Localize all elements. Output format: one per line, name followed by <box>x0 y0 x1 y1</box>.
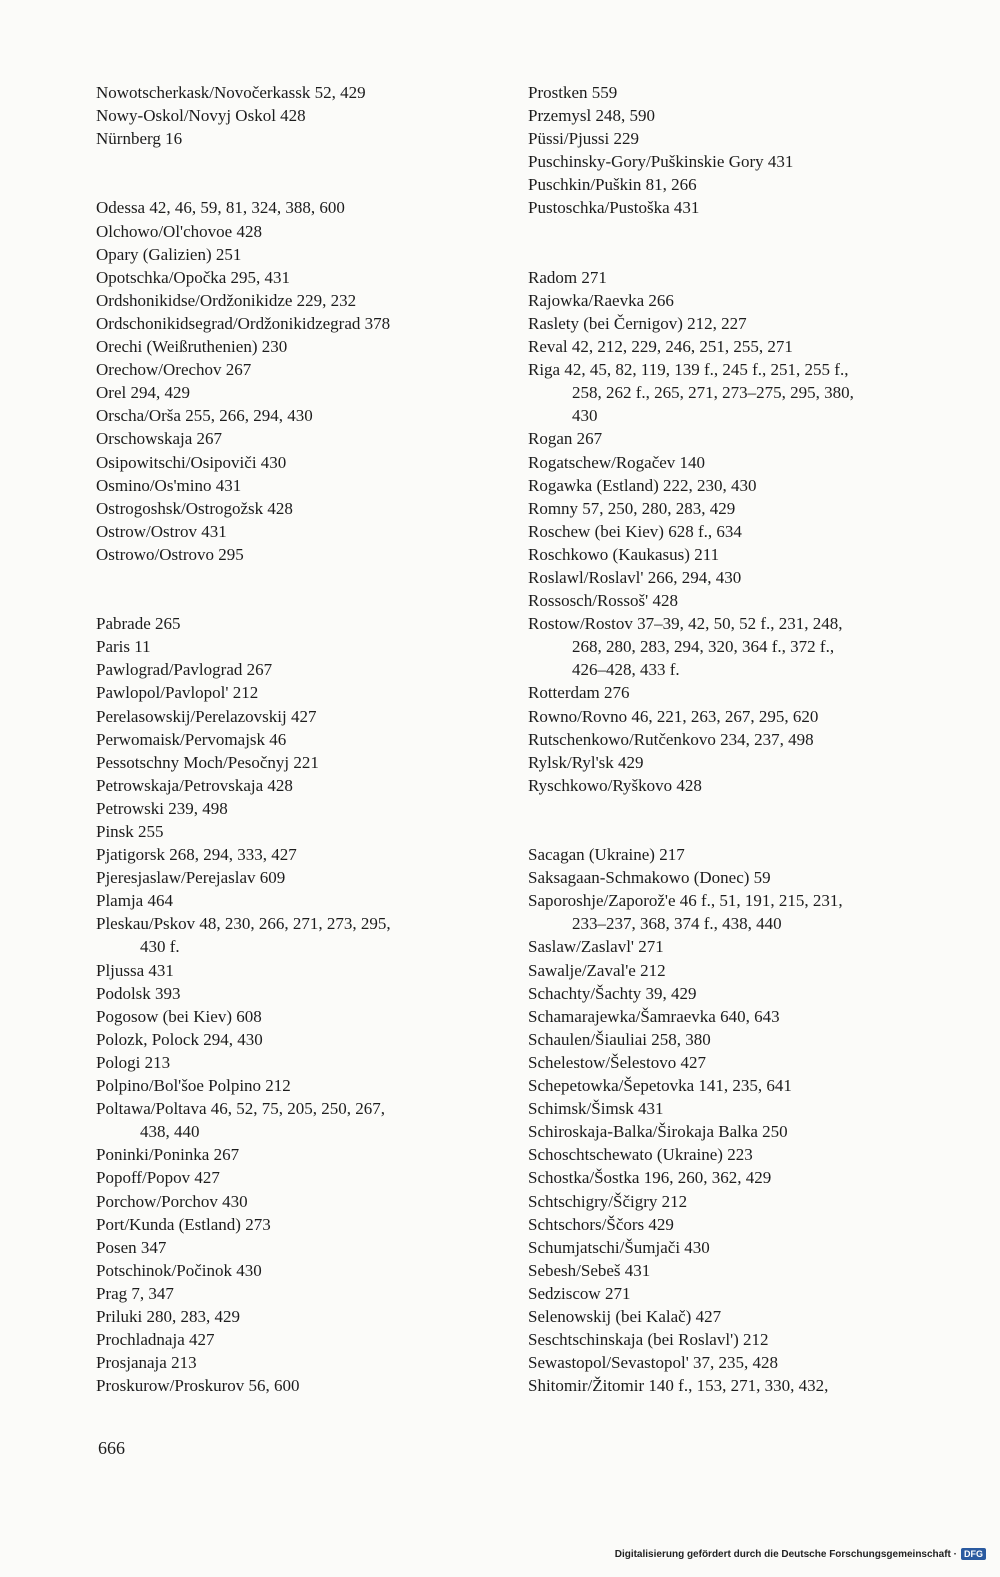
index-entry: Priluki 280, 283, 429 <box>96 1306 241 1326</box>
index-entry: Poltawa/Poltava 46, 52, 75, 205, 250, 267, <box>96 1099 385 1119</box>
index-entry: Nowy-Oskol/Novyj Oskol 428 <box>96 106 306 126</box>
index-entry: Ostrowo/Ostrovo 295 <box>96 544 244 564</box>
index-entry: Sewastopol/Sevastopol' 37, 235, 428 <box>528 1353 779 1373</box>
index-entry-continuation: 233–237, 368, 374 f., 438, 440 <box>572 914 782 934</box>
index-entry: Opotschka/Opočka 295, 431 <box>96 267 291 287</box>
section-gap <box>528 220 948 266</box>
index-entry: Pessotschny Moch/Pesočnyj 221 <box>96 752 319 772</box>
index-entry: Schaulen/Šiauliai 258, 380 <box>528 1029 711 1049</box>
index-entry-continuation: 430 <box>572 406 598 426</box>
index-entry: Port/Kunda (Estland) 273 <box>96 1214 271 1234</box>
index-entry: Riga 42, 45, 82, 119, 139 f., 245 f., 251, 255 f., <box>528 360 849 380</box>
section-gap <box>96 566 516 612</box>
index-entry-continuation: 268, 280, 283, 294, 320, 364 f., 372 f., <box>572 637 835 657</box>
index-entry: Sacagan (Ukraine) 217 <box>528 845 685 865</box>
footer-text: Digitalisierung gefördert durch die Deutsche Forschungsgemeinschaft · <box>614 1548 957 1560</box>
index-entry: Przemysl 248, 590 <box>528 106 656 126</box>
index-entry: Orscha/Orša 255, 266, 294, 430 <box>96 406 313 426</box>
index-entry: Prostken 559 <box>528 83 618 102</box>
index-entry: Petrowskaja/Petrovskaja 428 <box>96 775 293 795</box>
index-entry: Pologi 213 <box>96 1052 171 1072</box>
index-entry: Schumjatschi/Šumjači 430 <box>528 1237 710 1257</box>
index-column-right <box>528 81 948 1397</box>
index-entry: Romny 57, 250, 280, 283, 429 <box>528 498 736 518</box>
index-entry-continuation: 426–428, 433 f. <box>572 660 680 680</box>
index-entry: Polpino/Bol'šoe Polpino 212 <box>96 1076 291 1096</box>
index-entry: Pinsk 255 <box>96 822 164 841</box>
index-entry: Puschkin/Puškin 81, 266 <box>528 175 697 195</box>
index-entry: Pjatigorsk 268, 294, 333, 427 <box>96 845 297 865</box>
index-entry: Rutschenkowo/Rutčenkovo 234, 237, 498 <box>528 729 814 749</box>
footer-credit <box>615 1548 986 1560</box>
index-entry: Proskurow/Proskurov 56, 600 <box>96 1376 300 1396</box>
index-entry: Saksagaan-Schmakowo (Donec) 59 <box>528 868 771 888</box>
index-entry: Orel 294, 429 <box>96 383 190 403</box>
index-entry: Puschinsky-Gory/Puškinskie Gory 431 <box>528 152 794 172</box>
index-entry: Perelasowskij/Perelazovskij 427 <box>96 706 317 726</box>
index-entry: Osmino/Os'mino 431 <box>96 475 242 495</box>
index-entry-continuation: 258, 262 f., 265, 271, 273–275, 295, 380, <box>572 383 854 403</box>
index-entry: Rotterdam 276 <box>528 683 630 703</box>
index-entry-continuation: 430 f. <box>140 937 180 957</box>
index-entry: Olchowo/Ol'chovoe 428 <box>96 221 262 241</box>
index-entry: Schepetowka/Šepetovka 141, 235, 641 <box>528 1076 792 1096</box>
index-entry: Nürnberg 16 <box>96 129 183 149</box>
index-column-left <box>96 81 516 1397</box>
index-entry: Perwomaisk/Pervomajsk 46 <box>96 729 287 749</box>
index-entry: Shitomir/Žitomir 140 f., 153, 271, 330, 432, <box>528 1376 829 1396</box>
index-entry: Rossosch/Rossoš' 428 <box>528 591 678 611</box>
index-entry: Rajowka/Raevka 266 <box>528 290 674 310</box>
index-entry: Opary (Galizien) 251 <box>96 244 242 264</box>
index-entry: Prochladnaja 427 <box>96 1330 215 1350</box>
index-entry: Saporoshje/Zaporož'e 46 f., 51, 191, 215, 231, <box>528 891 843 911</box>
index-entry: Schoschtschewato (Ukraine) 223 <box>528 1145 753 1165</box>
index-entry: Rogan 267 <box>528 429 603 449</box>
index-entry: Nowotscherkask/Novočerkassk 52, 429 <box>96 83 366 102</box>
index-entry: Poninki/Poninka 267 <box>96 1145 240 1165</box>
index-entry: Osipowitschi/Osipoviči 430 <box>96 452 287 472</box>
index-entry: Plamja 464 <box>96 891 173 911</box>
index-entry: Reval 42, 212, 229, 246, 251, 255, 271 <box>528 337 793 357</box>
index-entry: Schimsk/Šimsk 431 <box>528 1099 664 1119</box>
index-entry: Prosjanaja 213 <box>96 1353 197 1373</box>
index-entry: Pabrade 265 <box>96 614 181 634</box>
index-entry: Pustoschka/Pustoška 431 <box>528 198 700 218</box>
index-entry: Rowno/Rovno 46, 221, 263, 267, 295, 620 <box>528 706 819 726</box>
index-entry: Schamarajewka/Šamraevka 640, 643 <box>528 1006 780 1026</box>
index-entry: Ryschkowo/Ryškovo 428 <box>528 775 702 795</box>
index-entry: Ordshonikidse/Ordžonikidze 229, 232 <box>96 290 357 310</box>
section-gap <box>96 150 516 196</box>
index-entry: Ostrogoshsk/Ostrogožsk 428 <box>96 498 293 518</box>
index-entry: Odessa 42, 46, 59, 81, 324, 388, 600 <box>96 198 345 218</box>
index-entry: Schtschors/Ščors 429 <box>528 1214 674 1234</box>
index-entry: Püssi/Pjussi 229 <box>528 129 640 149</box>
index-entry: Schachty/Šachty 39, 429 <box>528 983 697 1003</box>
index-entry: Pawlopol/Pavlopol' 212 <box>96 683 259 703</box>
index-entry: Sedziscow 271 <box>528 1283 631 1303</box>
index-entry: Ordschonikidsegrad/Ordžonikidzegrad 378 <box>96 313 391 333</box>
index-entry: Rylsk/Ryl'sk 429 <box>528 752 644 772</box>
index-entry: Seschtschinskaja (bei Roslavl') 212 <box>528 1330 769 1350</box>
index-entry: Pogosow (bei Kiev) 608 <box>96 1006 262 1026</box>
index-entry: Potschinok/Počinok 430 <box>96 1260 262 1280</box>
index-entry: Roschkowo (Kaukasus) 211 <box>528 544 720 564</box>
index-entry: Schostka/Šostka 196, 260, 362, 429 <box>528 1168 772 1188</box>
index-entry: Sebesh/Sebeš 431 <box>528 1260 651 1280</box>
index-entry: Prag 7, 347 <box>96 1283 174 1303</box>
index-entry: Pjeresjaslaw/Perejaslav 609 <box>96 868 286 888</box>
index-entry: Schtschigry/Ščigry 212 <box>528 1191 688 1211</box>
index-entry: Rogatschew/Rogačev 140 <box>528 452 706 472</box>
index-entry: Posen 347 <box>96 1237 167 1257</box>
index-entry: Radom 271 <box>528 267 607 287</box>
index-entry: Schiroskaja-Balka/Širokaja Balka 250 <box>528 1122 788 1142</box>
index-entry: Ostrow/Ostrov 431 <box>96 521 227 541</box>
index-entry: Popoff/Popov 427 <box>96 1168 220 1188</box>
index-entry: Porchow/Porchov 430 <box>96 1191 248 1211</box>
index-entry: Selenowskij (bei Kalač) 427 <box>528 1306 722 1326</box>
index-entry: Raslety (bei Černigov) 212, 227 <box>528 313 747 333</box>
index-entry: Pljussa 431 <box>96 960 174 980</box>
index-entry: Polozk, Polock 294, 430 <box>96 1029 263 1049</box>
index-entry: Rostow/Rostov 37–39, 42, 50, 52 f., 231, 248, <box>528 614 843 634</box>
index-entry: Pawlograd/Pavlograd 267 <box>96 660 273 680</box>
index-entry: Roschew (bei Kiev) 628 f., 634 <box>528 521 742 541</box>
section-gap <box>528 797 948 843</box>
page-number: 666 <box>98 1438 125 1458</box>
index-entry: Saslaw/Zaslavl' 271 <box>528 937 664 957</box>
index-entry: Paris 11 <box>96 637 151 657</box>
index-entry: Orechi (Weißruthenien) 230 <box>96 337 288 357</box>
index-entry: Orschowskaja 267 <box>96 429 223 449</box>
index-entry: Roslawl/Roslavl' 266, 294, 430 <box>528 567 742 587</box>
index-entry: Petrowski 239, 498 <box>96 798 228 818</box>
index-entry: Rogawka (Estland) 222, 230, 430 <box>528 475 757 495</box>
index-entry-continuation: 438, 440 <box>140 1122 200 1142</box>
index-entry: Podolsk 393 <box>96 983 181 1003</box>
index-entry: Schelestow/Šelestovo 427 <box>528 1052 707 1072</box>
dfg-logo: DFG <box>961 1548 986 1560</box>
index-entry: Orechow/Orechov 267 <box>96 360 252 380</box>
index-entry: Pleskau/Pskov 48, 230, 266, 271, 273, 295, <box>96 914 391 934</box>
index-entry: Sawalje/Zaval'e 212 <box>528 960 666 980</box>
